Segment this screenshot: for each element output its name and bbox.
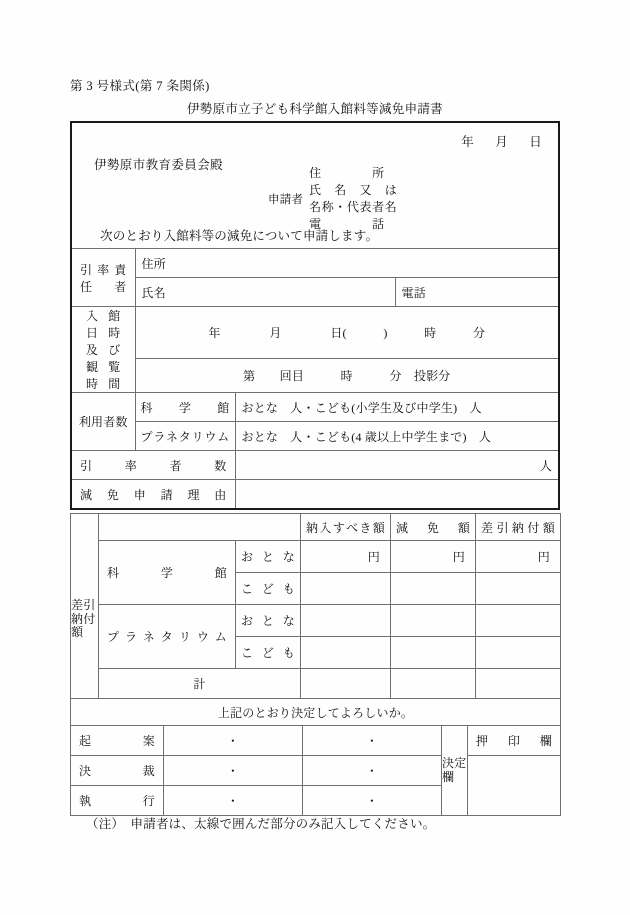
office-use-region — [70, 513, 560, 816]
amount-type-child-planetarium: こども — [236, 637, 301, 669]
visit-label-line2: 観覧時間 — [72, 358, 135, 393]
table-row — [72, 278, 558, 307]
amount-col-net: 差引納付額 — [476, 514, 561, 541]
amount-facility-planetarium: プラネタリウム — [99, 605, 236, 669]
amount-col-payable: 納入すべき額 — [301, 514, 391, 541]
decision-dot-draft-2[interactable]: ・ — [303, 726, 442, 756]
table-row — [71, 669, 561, 699]
amount-net-adult-planetarium[interactable] — [476, 605, 561, 637]
leaders-count-cell[interactable]: 人 — [235, 451, 558, 480]
users-label: 利用者数 — [72, 393, 135, 451]
amount-total-reduction[interactable] — [391, 669, 476, 699]
amount-type-adult-planetarium: おとな — [236, 605, 301, 637]
amount-payable-adult-science[interactable]: 円 — [301, 541, 391, 573]
leader-address-cell[interactable]: 住所 — [135, 249, 558, 278]
amount-facility-science: 科学館 — [99, 541, 236, 605]
amount-type-child-science: こども — [236, 573, 301, 605]
amount-reduction-adult-science[interactable]: 円 — [391, 541, 476, 573]
table-row — [72, 307, 558, 359]
decision-column-label — [442, 726, 468, 816]
users-facility-science: 科学館 — [135, 393, 235, 422]
leader-phone-cell[interactable]: 電話 — [395, 278, 558, 307]
amount-side-label-text: 差引納付額 — [71, 598, 96, 639]
decision-column-label-text: 決定欄 — [442, 756, 467, 784]
table-row — [71, 726, 561, 756]
amount-total-payable[interactable] — [301, 669, 391, 699]
seal-area[interactable] — [468, 756, 561, 816]
applicant-block — [268, 165, 397, 233]
applicant-name-label: 氏 名 又 は — [309, 183, 398, 198]
decision-dot-approval-1[interactable]: ・ — [164, 756, 303, 786]
amount-payable-child-planetarium[interactable] — [301, 637, 391, 669]
table-row — [71, 514, 561, 541]
table-row — [72, 451, 558, 480]
amount-side-label — [71, 541, 99, 699]
decision-confirm-text: 上記のとおり決定してよろしいか。 — [71, 699, 561, 726]
decision-row-label-approval: 決裁 — [71, 756, 164, 786]
table-row — [71, 756, 561, 786]
leader-label: 引率責任者 — [72, 249, 135, 307]
decision-dot-execution-1[interactable]: ・ — [164, 786, 303, 816]
table-row — [72, 480, 558, 509]
salutation-block — [72, 123, 558, 248]
form-number: 第 3 号様式(第 7 条関係) — [70, 79, 210, 93]
table-row — [71, 699, 561, 726]
decision-dot-execution-2[interactable]: ・ — [303, 786, 442, 816]
table-row — [71, 541, 561, 573]
amount-total-net[interactable] — [476, 669, 561, 699]
reason-label: 減免申請理由 — [72, 480, 235, 509]
applicant-phone-label: 電 話 — [309, 217, 385, 232]
table-row — [72, 422, 558, 451]
visit-label-line1: 入館日時及び — [72, 307, 135, 359]
amount-payable-child-science[interactable] — [301, 573, 391, 605]
date-year: 年 — [461, 135, 474, 149]
decision-dot-approval-2[interactable]: ・ — [303, 756, 442, 786]
amount-net-adult-science[interactable]: 円 — [476, 541, 561, 573]
date-month: 月 — [495, 135, 508, 149]
addressee: 伊勢原市教育委員会殿 — [94, 158, 224, 172]
applicant-org-label: 名称・代表者名 — [309, 200, 398, 215]
amount-col-reduction: 減免額 — [391, 514, 476, 541]
amount-table — [70, 513, 561, 726]
amount-header-blank — [99, 514, 301, 541]
reason-cell[interactable] — [235, 480, 558, 509]
decision-dot-draft-1[interactable]: ・ — [164, 726, 303, 756]
amount-total-label: 計 — [99, 669, 301, 699]
table-row — [72, 393, 558, 422]
visit-datetime-cell[interactable]: 年 月 日( ) 時 分 — [135, 307, 558, 359]
amount-side-label-spacer — [71, 514, 99, 541]
applicant-address-label: 住 所 — [309, 166, 385, 180]
intro-text: 次のとおり入館料等の減免について申請します。 — [100, 229, 379, 243]
amount-net-child-planetarium[interactable] — [476, 637, 561, 669]
table-row — [72, 358, 558, 393]
leaders-count-label: 引率者数 — [72, 451, 235, 480]
users-detail-planetarium[interactable]: おとな 人・こども(4 歳以上中学生まで) 人 — [235, 422, 558, 451]
amount-payable-adult-planetarium[interactable] — [301, 605, 391, 637]
page-title: 伊勢原市立子ども科学館入館料等減免申請書 — [186, 102, 443, 116]
decision-row-label-execution: 執行 — [71, 786, 164, 816]
amount-reduction-child-planetarium[interactable] — [391, 637, 476, 669]
table-row — [71, 605, 561, 637]
submission-date-line — [461, 132, 542, 150]
decision-row-label-draft: 起案 — [71, 726, 164, 756]
leader-name-cell[interactable]: 氏名 — [135, 278, 395, 307]
date-day: 日 — [529, 135, 542, 149]
decision-table — [70, 726, 561, 816]
amount-reduction-child-science[interactable] — [391, 573, 476, 605]
users-detail-science[interactable]: おとな 人・こども(小学生及び中学生) 人 — [235, 393, 558, 422]
visit-show-cell[interactable]: 第 回目 時 分 投影分 — [135, 358, 558, 393]
amount-net-child-science[interactable] — [476, 573, 561, 605]
form-note: （注） 申請者は、太線で囲んだ部分のみ記入してください。 — [86, 817, 436, 831]
applicant-fill-region — [70, 121, 560, 510]
amount-reduction-adult-planetarium[interactable] — [391, 605, 476, 637]
applicant-detail-table — [72, 248, 558, 508]
users-facility-planetarium: プラネタリウム — [135, 422, 235, 451]
table-row — [72, 249, 558, 278]
applicant-label: 申請者 — [268, 194, 304, 207]
seal-label: 押印欄 — [468, 726, 561, 756]
amount-type-adult-science: おとな — [236, 541, 301, 573]
